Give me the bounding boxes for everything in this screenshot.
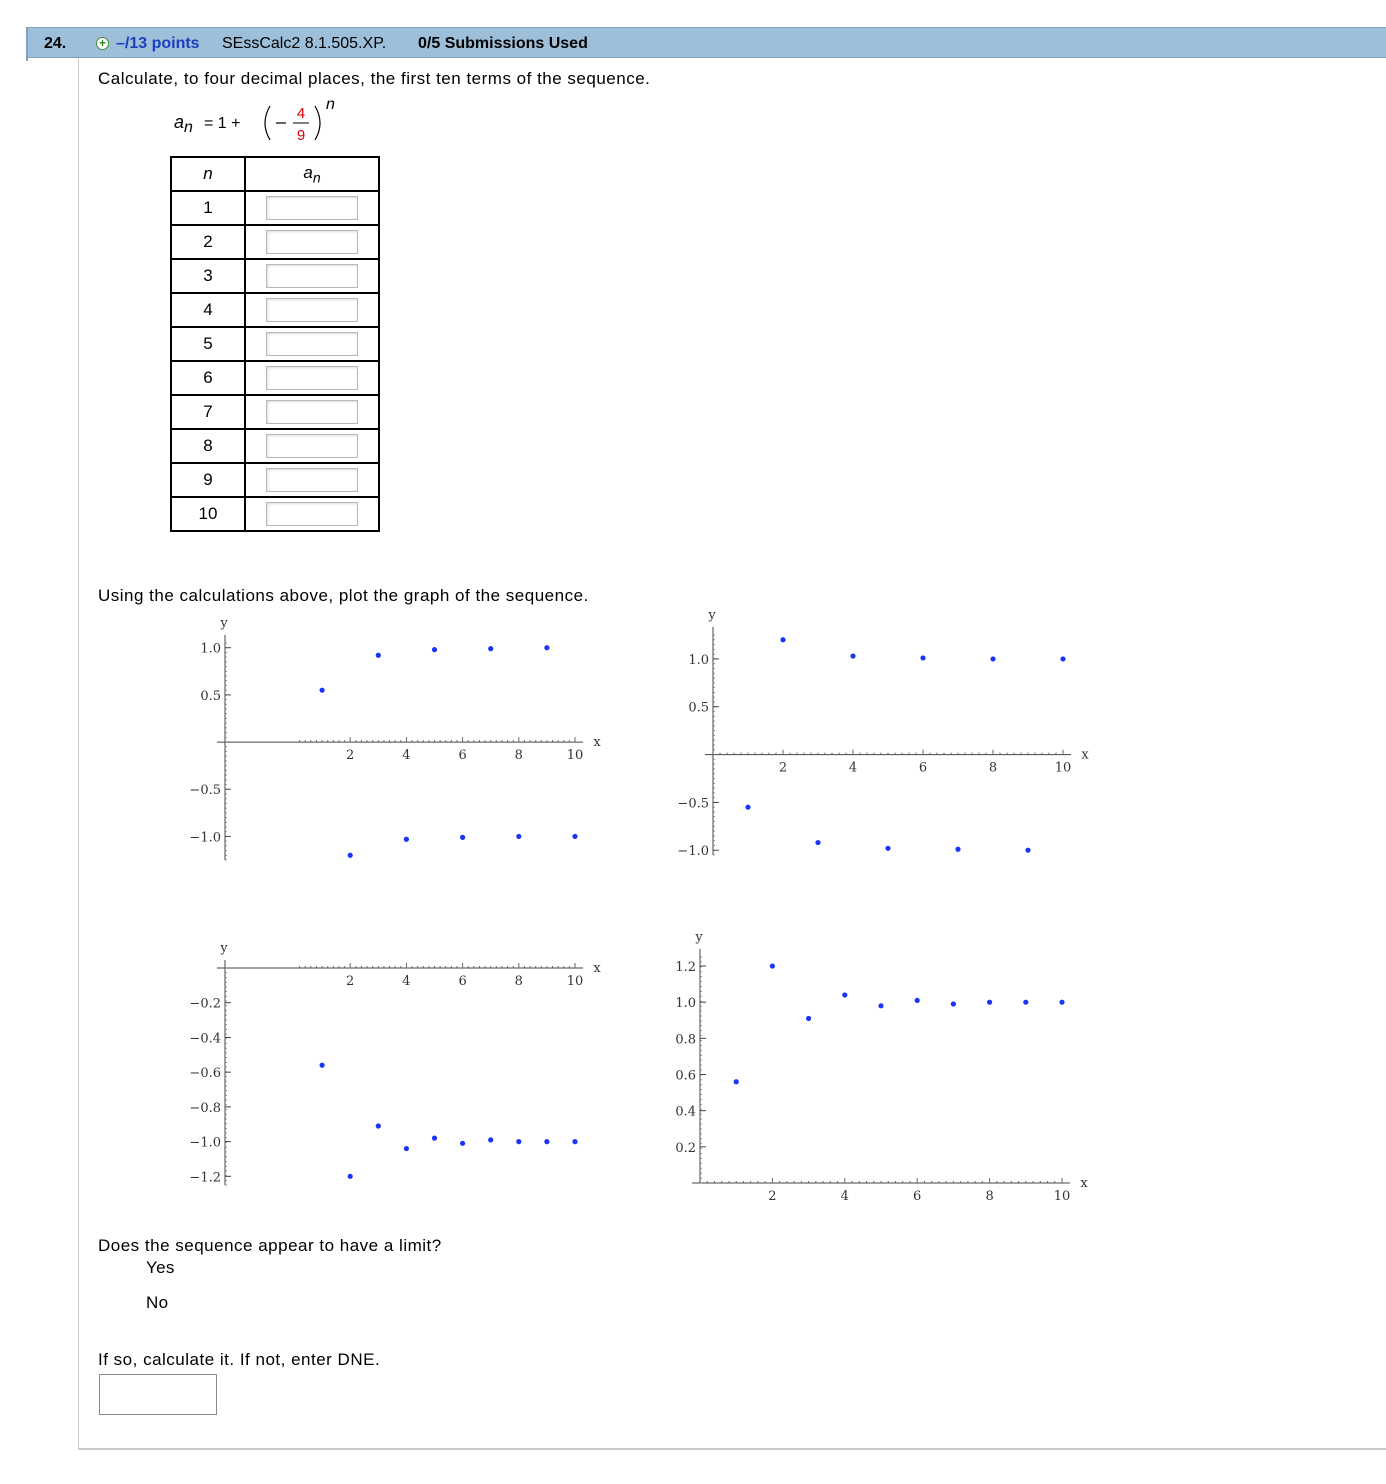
y-tick-label: 0.5 — [688, 700, 709, 716]
data-point — [878, 1003, 883, 1008]
x-tick-label: 4 — [848, 760, 858, 776]
row-index: 10 — [171, 497, 245, 531]
data-point — [376, 1123, 381, 1128]
data-point — [1060, 656, 1065, 661]
data-point — [955, 847, 960, 852]
row-index: 5 — [171, 327, 245, 361]
data-point — [1023, 1000, 1028, 1005]
submissions-used: 0/5 Submissions Used — [418, 35, 588, 52]
data-point — [842, 992, 847, 997]
expand-plus-icon[interactable]: + — [96, 37, 109, 50]
data-point — [320, 1063, 325, 1068]
data-point — [734, 1079, 739, 1084]
final-prompt: If so, calculate it. If not, enter DNE. — [98, 1350, 381, 1369]
term-answer-input[interactable] — [266, 400, 358, 424]
y-tick-label: 0.8 — [675, 1032, 696, 1048]
sequence-table — [170, 156, 380, 532]
row-answer-cell — [245, 293, 379, 327]
y-tick-label: −1.0 — [189, 830, 221, 846]
formula-left-paren — [265, 106, 270, 140]
data-point — [1059, 1000, 1064, 1005]
x-tick-label: 8 — [514, 974, 523, 989]
data-point — [404, 1146, 409, 1151]
data-point — [806, 1016, 811, 1021]
data-point — [987, 1000, 992, 1005]
x-tick-label: 6 — [458, 974, 467, 989]
data-point — [951, 1001, 956, 1006]
term-answer-input[interactable] — [266, 502, 358, 526]
y-axis-label: y — [220, 616, 228, 631]
row-answer-cell — [245, 259, 379, 293]
y-tick-label: 0.6 — [675, 1068, 696, 1084]
x-tick-label: 6 — [918, 760, 928, 776]
row-answer-cell — [245, 191, 379, 225]
formula-right-paren — [315, 106, 320, 140]
y-tick-label: −0.8 — [189, 1100, 221, 1116]
term-answer-input[interactable] — [266, 230, 358, 254]
row-index: 2 — [171, 225, 245, 259]
graph-option-2[interactable] — [640, 605, 1110, 875]
formula-exponent: n — [326, 96, 335, 113]
assignment-id: SEssCalc2 8.1.505.XP. — [222, 35, 387, 52]
limit-answer-input[interactable] — [99, 1374, 217, 1415]
y-tick-label: 1.0 — [200, 641, 221, 657]
data-point — [516, 834, 521, 839]
row-answer-cell — [245, 327, 379, 361]
x-axis-label: x — [1081, 747, 1089, 763]
data-point — [990, 656, 995, 661]
header-left-stub — [26, 28, 28, 61]
data-point — [770, 963, 775, 968]
y-tick-label: 1.2 — [675, 960, 696, 976]
y-tick-label: −0.6 — [189, 1066, 221, 1082]
y-axis-label: y — [220, 941, 228, 956]
data-point — [850, 653, 855, 658]
col-a-sub: n — [312, 169, 321, 186]
x-tick-label: 8 — [988, 760, 998, 776]
data-point — [780, 637, 785, 642]
y-tick-label: 1.0 — [688, 652, 709, 668]
y-tick-label: 1.0 — [675, 996, 696, 1012]
y-tick-label: 0.4 — [675, 1104, 696, 1120]
term-answer-input[interactable] — [266, 196, 358, 220]
table-row — [171, 259, 379, 293]
y-axis-label: y — [708, 608, 716, 623]
row-answer-cell — [245, 463, 379, 497]
col-header-an — [245, 157, 379, 191]
sequence-formula — [174, 96, 354, 146]
data-point — [516, 1139, 521, 1144]
term-answer-input[interactable] — [266, 434, 358, 458]
table-row — [171, 463, 379, 497]
row-answer-cell — [245, 497, 379, 531]
y-tick-label: −1.0 — [677, 844, 709, 860]
term-answer-input[interactable] — [266, 298, 358, 322]
y-tick-label: 0.5 — [200, 688, 221, 704]
data-point — [745, 805, 750, 810]
question-number: 24. — [44, 35, 67, 52]
formula-a: a — [174, 112, 185, 132]
table-row — [171, 361, 379, 395]
row-index: 8 — [171, 429, 245, 463]
data-point — [488, 646, 493, 651]
row-index: 6 — [171, 361, 245, 395]
row-answer-cell — [245, 225, 379, 259]
option-yes[interactable]: Yes — [146, 1258, 175, 1277]
table-row — [171, 191, 379, 225]
term-answer-input[interactable] — [266, 366, 358, 390]
y-tick-label: 0.2 — [675, 1140, 696, 1156]
formula-equals: = 1 + — [204, 115, 241, 132]
plot-prompt: Using the calculations above, plot the graph of the sequence. — [98, 586, 589, 605]
row-index: 7 — [171, 395, 245, 429]
x-tick-label: 4 — [402, 974, 411, 989]
row-answer-cell — [245, 429, 379, 463]
data-point — [432, 647, 437, 652]
data-point — [544, 645, 549, 650]
data-point — [432, 1136, 437, 1141]
y-tick-label: −0.2 — [189, 996, 221, 1012]
y-tick-label: −0.5 — [189, 783, 221, 799]
col-header-n — [171, 157, 245, 191]
table-row — [171, 429, 379, 463]
x-axis-label: x — [593, 961, 601, 976]
row-index: 4 — [171, 293, 245, 327]
x-tick-label: 8 — [514, 748, 523, 764]
data-point — [376, 653, 381, 658]
x-tick-label: 2 — [346, 974, 355, 989]
col-a-label: a — [303, 162, 313, 182]
data-point — [572, 834, 577, 839]
y-axis-label: y — [695, 930, 703, 945]
x-tick-label: 6 — [458, 748, 467, 764]
data-point — [488, 1137, 493, 1142]
x-tick-label: 4 — [402, 748, 411, 764]
row-index: 1 — [171, 191, 245, 225]
x-tick-label: 10 — [566, 974, 584, 989]
x-tick-label: 2 — [778, 760, 788, 776]
data-point — [404, 837, 409, 842]
question-header — [26, 27, 1386, 58]
limit-prompt: Does the sequence appear to have a limit? — [98, 1236, 442, 1255]
data-point — [572, 1139, 577, 1144]
x-tick-label: 6 — [913, 1189, 922, 1204]
graph-option-1[interactable] — [150, 605, 620, 875]
question-prompt: Calculate, to four decimal places, the first ten terms of the sequence. — [98, 69, 651, 88]
row-index: 9 — [171, 463, 245, 497]
data-point — [815, 840, 820, 845]
data-point — [320, 688, 325, 693]
x-axis-label: x — [1080, 1176, 1088, 1191]
x-tick-label: 4 — [840, 1189, 849, 1204]
x-tick-label: 10 — [1053, 1189, 1071, 1204]
term-answer-input[interactable] — [266, 264, 358, 288]
y-tick-label: −1.0 — [189, 1135, 221, 1151]
x-axis-label: x — [593, 735, 601, 751]
points-link[interactable]: –/13 points — [116, 35, 200, 52]
x-tick-label: 2 — [768, 1189, 777, 1204]
data-point — [348, 853, 353, 858]
data-point — [460, 835, 465, 840]
table-row — [171, 293, 379, 327]
x-tick-label: 10 — [566, 748, 584, 764]
x-tick-label: 8 — [985, 1189, 994, 1204]
row-answer-cell — [245, 395, 379, 429]
y-tick-label: −0.4 — [189, 1031, 221, 1047]
graph-option-3[interactable] — [150, 932, 620, 1202]
data-point — [460, 1141, 465, 1146]
formula-numerator: 4 — [296, 105, 306, 122]
y-tick-label: −0.5 — [677, 796, 709, 812]
data-point — [915, 998, 920, 1003]
data-point — [348, 1174, 353, 1179]
row-index: 3 — [171, 259, 245, 293]
graph-option-4[interactable] — [640, 925, 1110, 1215]
data-point — [1025, 848, 1030, 853]
data-point — [885, 846, 890, 851]
data-point — [544, 1139, 549, 1144]
x-tick-label: 2 — [346, 748, 355, 764]
table-row — [171, 327, 379, 361]
y-tick-label: −1.2 — [189, 1170, 221, 1186]
term-answer-input[interactable] — [266, 332, 358, 356]
table-row — [171, 497, 379, 531]
data-point — [920, 655, 925, 660]
term-answer-input[interactable] — [266, 468, 358, 492]
table-row — [171, 225, 379, 259]
option-no[interactable]: No — [146, 1293, 169, 1312]
x-tick-label: 10 — [1054, 760, 1072, 776]
row-answer-cell — [245, 361, 379, 395]
table-row — [171, 395, 379, 429]
col-n-label: n — [203, 164, 213, 183]
formula-denominator: 9 — [296, 127, 306, 144]
formula-a-sub: n — [184, 119, 193, 136]
